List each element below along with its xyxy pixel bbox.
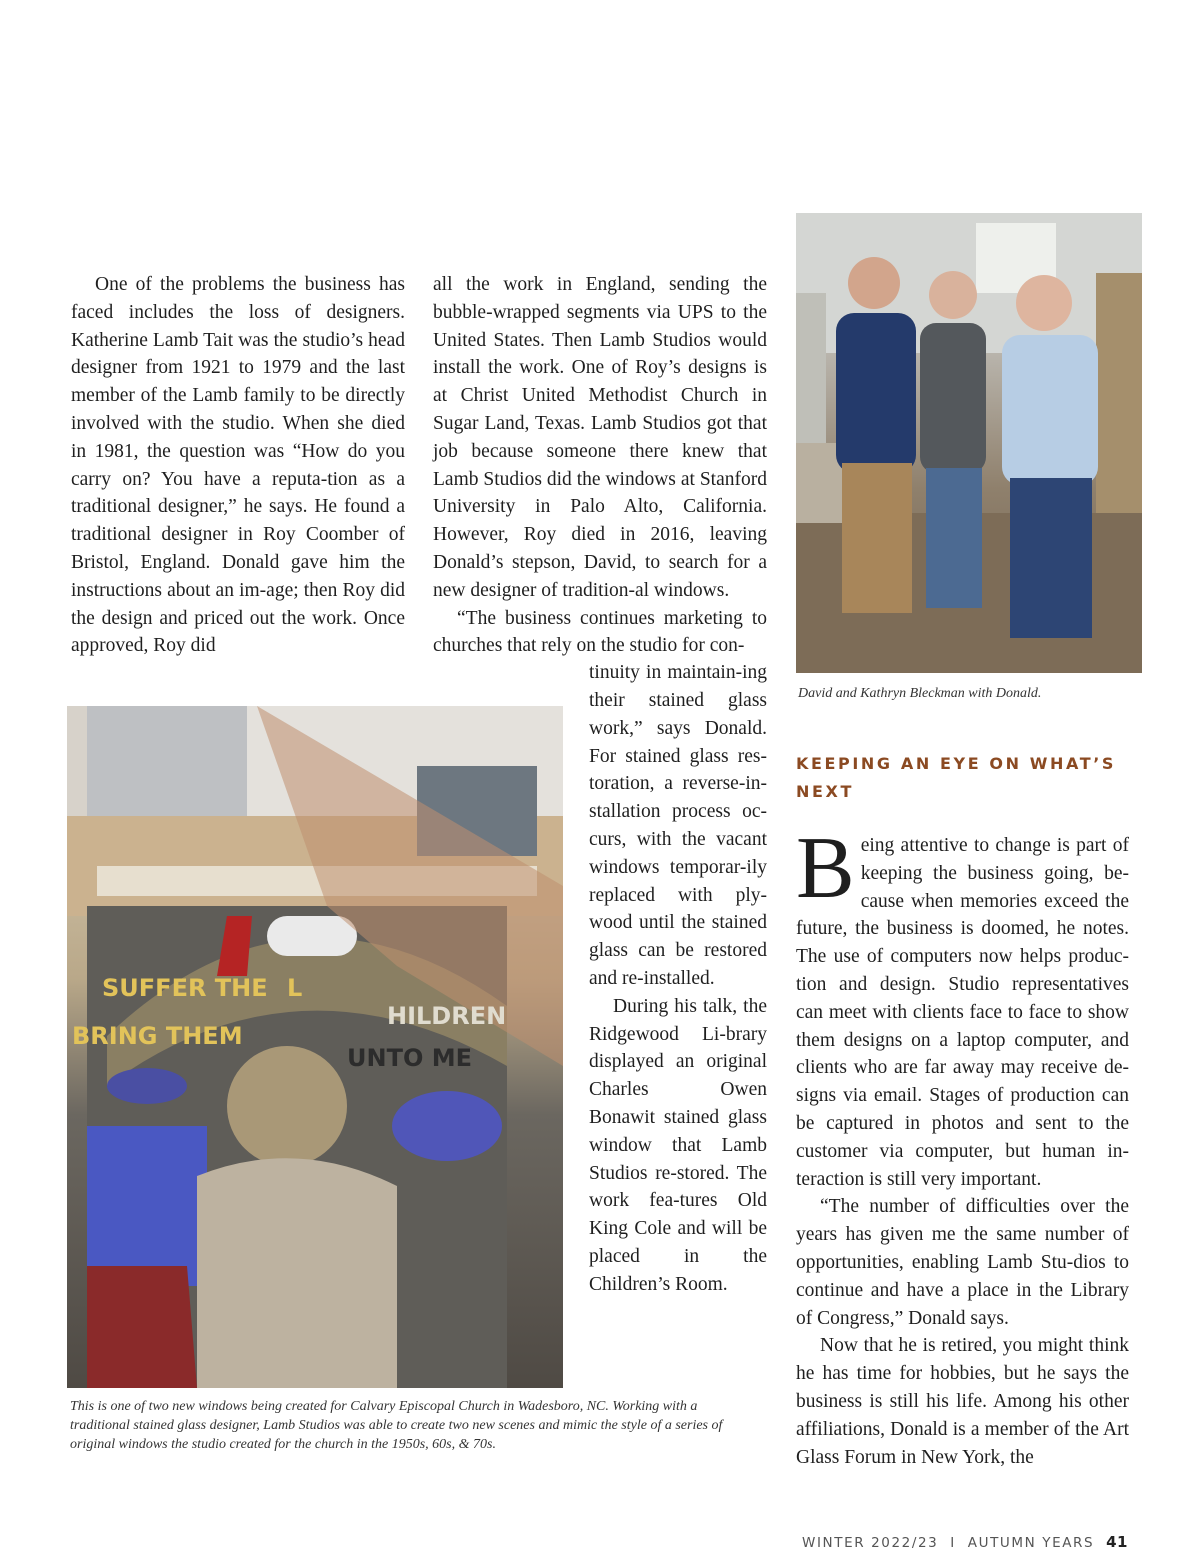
- paragraph: One of the problems the business has faced includes the loss of designers. Katherine Lamb Tait was the studio’s head designer from 1921 to 1979 and the last member of the Lamb family to be directly involved with the studio. When she died in 1981, the question was “How do you carry on? You have a reputa-tion as a traditional designer,” he says. He found a traditional designer in Roy Coomber of Bristol, England. Donald gave him the instructions about an im-age; then Roy did the design and priced out the work. Once approved, Roy did: [71, 274, 405, 657]
- article-column-1: [71, 271, 405, 660]
- page-number: 41: [1106, 1533, 1128, 1551]
- drop-cap: B: [796, 820, 855, 917]
- paragraph: [796, 820, 1129, 1193]
- paragraph: During his talk, the Ridgewood Li-brary displayed an original Charles Owen Bonawit stained glass window that Lamb Studios re-stored. The work fea-tures Old King Cole and will be placed in the Children’s Room.: [589, 995, 767, 1295]
- glass-text-3: HILDREN: [387, 1002, 507, 1030]
- section-heading: KEEPING AN EYE ON WHAT’S NEXT: [796, 754, 1117, 801]
- glass-text-4: BRING THEM: [72, 1022, 243, 1050]
- paragraph: Now that he is retired, you might think he has time for hobbies, but he says the business is still his life. Among his other affiliations, Donald is a member of the Art Glass Forum in New York, the: [796, 1335, 1129, 1468]
- glass-text-5: UNTO ME: [347, 1044, 472, 1072]
- article-column-3: [796, 820, 1129, 1471]
- paragraph: “The number of difficulties over the years has given me the same number of opportunities, enabling Lamb Stu-dios to continue and have a place in the Library of Congress,” Donald says.: [796, 1196, 1129, 1329]
- footer-separator: I: [950, 1535, 956, 1551]
- stained-glass-illustration: [67, 706, 563, 1388]
- paragraph-continued: tinuity in maintain-ing their stained glass work,” says Donald. For stained glass res-toration, a reverse-in-stallation process oc-curs, with the vacant windows temporar-ily replaced with ply-wood until the stained glass can be restored and re-installed.: [589, 662, 767, 989]
- paragraph: all the work in England, sending the bubble-wrapped segments via UPS to the United States. Then Lamb Studios would install the work. One of Roy’s designs is at Christ United Methodist Church in Sugar Land, Texas. Lamb Studios got that job because someone there knew that Lamb Studios did the windows at Stanford University in Palo Alto, California. However, Roy died in 2016, leaving Donald’s stepson, David, to search for a new designer of tradition-al windows.: [433, 274, 767, 601]
- issue-label: WINTER 2022/23: [802, 1535, 939, 1551]
- photo-caption: This is one of two new windows being created for Calvary Episcopal Church in Wadesboro, NC. Working with a traditional stained glass designer, Lamb Studios was able to create two new scenes and mimic the style of a series of original windows the studio created for the church in the 1950s, 60s, & 70s.: [70, 1399, 723, 1452]
- glass-text-1: SUFFER THE: [102, 974, 268, 1002]
- photo-stained-glass: [67, 706, 563, 1388]
- photo-people: [796, 213, 1142, 673]
- glass-text-2: L: [287, 974, 303, 1002]
- paragraph: “The business continues marketing to churches that rely on the studio for con-: [433, 607, 767, 657]
- photo-caption: David and Kathryn Bleckman with Donald.: [798, 686, 1042, 701]
- page-footer: [802, 1533, 1128, 1551]
- paragraph-text: eing attentive to change is part of keeping the business going, be-cause when memories exceed the future, the business is doomed, he notes. The use of computers now helps produc-tion and design. Studio representatives can meet with clients face to face to show them designs on a laptop computer, and clients who are far away may receive de-signs via email. Stages of production can be captured in photos and sent to the customer via computer, but human in-teraction is still very important.: [796, 835, 1129, 1190]
- magazine-name: AUTUMN YEARS: [967, 1535, 1095, 1551]
- photo-people-illustration: [796, 213, 1142, 673]
